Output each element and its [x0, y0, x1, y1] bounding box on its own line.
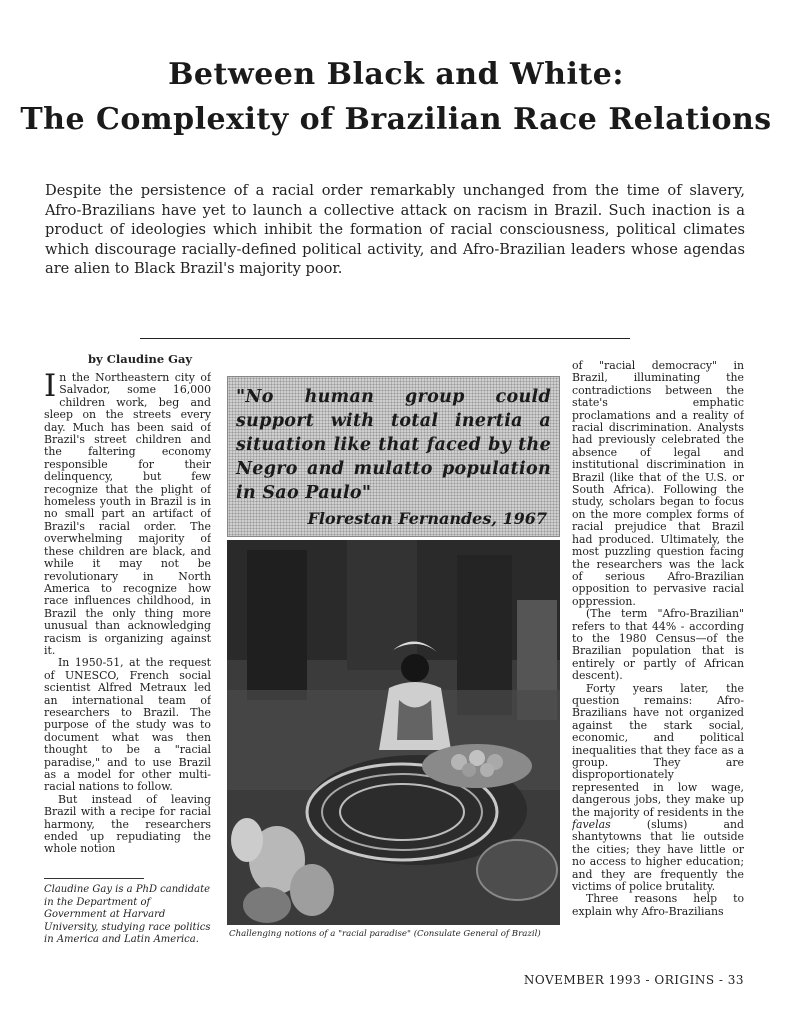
pull-quote-attribution: Florestan Fernandes, 1967	[307, 509, 547, 528]
column-3-paragraph-3-text-cont: (slums) and shantytowns that lie outside the cities; they have little or no access to higher education; and they are frequently the victims of police brutality.	[572, 818, 744, 894]
article-title-line-2: The Complexity of Brazilian Race Relations	[20, 102, 772, 137]
photo-woman-with-baskets	[227, 540, 560, 925]
column-1-paragraph-2: In 1950-51, at the request of UNESCO, French social scientist Alfred Metraux led an international team of researchers to Brazil. The purpose of the study was to document what was then thought to be a "racial paradise," and to use Brazil as a model for other multi-racial nations to follow.	[44, 656, 211, 794]
column-1	[44, 372, 211, 867]
column-3	[572, 360, 744, 958]
column-1-paragraph-1-text: n the Northeastern city of Salvador, some 16,000 children work, beg and sleep on the streets every day. Much has been said of Brazil's street children and the faltering economy responsible for their delinquency, but few recognize that the plight of homeless youth in Brazil is in no small part an artifact of Brazil's racial order. The overwhelming majority of these children are black, and while it may not be revolutionary in North America to recognize how race influences childhood, in Brazil the only thing more unusual than acknowledging racism is organizing against it.	[44, 372, 211, 657]
article-title-line-1: Between Black and White:	[168, 57, 624, 92]
column-1-paragraph-1	[44, 372, 211, 657]
pull-quote	[227, 376, 560, 537]
column-3-paragraph-2: (The term "Afro-Brazilian" refers to that 44% - according to the 1980 Census—of the Brazilian population that is entirely or partly of African descent).	[572, 607, 744, 683]
photo-caption: Challenging notions of a "racial paradise" (Consulate General of Brazil)	[229, 929, 541, 939]
author-bio: Claudine Gay is a PhD candidate in the Department of Government at Harvard University, studying race politics in America and Latin America.	[44, 884, 211, 945]
column-3-paragraph-1: of "racial democracy" in Brazil, illuminating the contradictions between the state's emphatic proclamations and a reality of racial discrimination. Analysts had previously celebrated the absence of legal and institutional discrimination in Brazil (like that of the U.S. or South Africa). Following the study, scholars began to focus on the more complex forms of racial prejudice that Brazil had produced. Ultimately, the most puzzling question facing the researchers was the lack of serious Afro-Brazilian opposition to pervasive racial oppression.	[572, 360, 744, 608]
page-footer: NOVEMBER 1993 - ORIGINS - 33	[523, 973, 744, 987]
favelas-term: favelas	[572, 818, 611, 832]
column-1-paragraph-3: But instead of leaving Brazil with a recipe for racial harmony, the researchers ended up repudiating the whole notion	[44, 792, 211, 856]
column-3-paragraph-3	[572, 683, 744, 894]
byline: by Claudine Gay	[88, 352, 193, 366]
photo-illustration	[227, 540, 560, 925]
article-deck: Despite the persistence of a racial order remarkably unchanged from the time of slavery, Afro-Brazilians have yet to launch a collective attack on racism in Brazil. Such inaction is a product of ideologies which inhibit the formation of racial consciousness, political climates which discourage racially-defined political activity, and Afro-Brazilian leaders whose agendas are alien to Black Brazil's majority poor.	[45, 182, 745, 277]
section-divider	[140, 338, 630, 339]
column-3-paragraph-3-text: Forty years later, the question remains: Afro-Brazilians have not organized against the stark social, economic, and political inequalities that they face as a group. They are disproportionately represented in low wage, dangerous jobs, they make up the majority of residents in the	[572, 681, 744, 819]
bio-divider	[44, 878, 144, 879]
pull-quote-text: "No human group could support with total inertia a situation like that faced by the Negro and mulatto population in Sao Paulo"	[236, 387, 551, 503]
drop-cap: I	[44, 372, 57, 404]
column-3-paragraph-4: Three reasons help to explain why Afro-Brazilians	[572, 892, 744, 918]
